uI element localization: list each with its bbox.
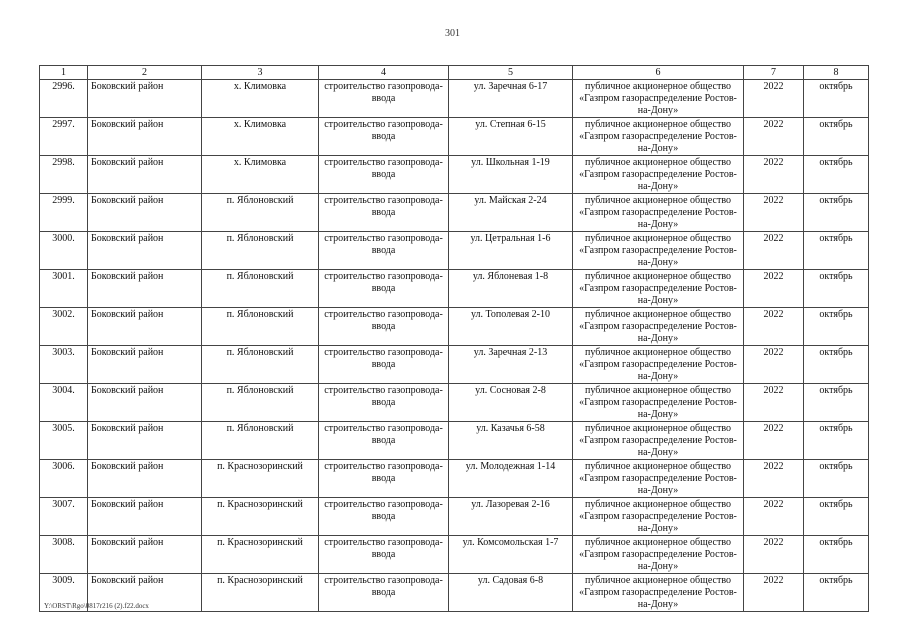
organization-cell: публичное акционерное общество «Газпром газораспределение Ростов-на-Дону»: [573, 574, 744, 612]
work-type-cell: строительство газопровода-ввода: [319, 346, 449, 384]
address-cell: ул. Сосновая 2-8: [449, 384, 573, 422]
row-number-cell: 3001.: [40, 270, 88, 308]
work-type-cell: строительство газопровода-ввода: [319, 156, 449, 194]
month-cell: октябрь: [804, 460, 869, 498]
table-row: [40, 574, 869, 612]
locality-cell: х. Климовка: [202, 80, 319, 118]
page-number: 301: [445, 28, 460, 39]
year-cell: 2022: [744, 346, 804, 384]
row-number-cell: 3009.: [40, 574, 88, 612]
year-cell: 2022: [744, 118, 804, 156]
year-cell: 2022: [744, 574, 804, 612]
column-header: 8: [804, 66, 869, 80]
organization-cell: публичное акционерное общество «Газпром газораспределение Ростов-на-Дону»: [573, 384, 744, 422]
locality-cell: х. Климовка: [202, 118, 319, 156]
table-row: [40, 118, 869, 156]
organization-cell: публичное акционерное общество «Газпром газораспределение Ростов-на-Дону»: [573, 194, 744, 232]
address-cell: ул. Заречная 2-13: [449, 346, 573, 384]
row-number-cell: 2997.: [40, 118, 88, 156]
month-cell: октябрь: [804, 346, 869, 384]
table-row: [40, 536, 869, 574]
month-cell: октябрь: [804, 308, 869, 346]
month-cell: октябрь: [804, 156, 869, 194]
organization-cell: публичное акционерное общество «Газпром газораспределение Ростов-на-Дону»: [573, 232, 744, 270]
column-header: 3: [202, 66, 319, 80]
table-row: [40, 156, 869, 194]
locality-cell: п. Яблоновский: [202, 232, 319, 270]
year-cell: 2022: [744, 384, 804, 422]
address-cell: ул. Яблоневая 1-8: [449, 270, 573, 308]
month-cell: октябрь: [804, 422, 869, 460]
district-cell: Боковский район: [88, 422, 202, 460]
month-cell: октябрь: [804, 80, 869, 118]
footer-file-path: Y:\ORST\Rgo\0817r216 (2).f22.docx: [44, 602, 149, 610]
month-cell: октябрь: [804, 384, 869, 422]
address-cell: ул. Казачья 6-58: [449, 422, 573, 460]
year-cell: 2022: [744, 308, 804, 346]
organization-cell: публичное акционерное общество «Газпром газораспределение Ростов-на-Дону»: [573, 80, 744, 118]
organization-cell: публичное акционерное общество «Газпром газораспределение Ростов-на-Дону»: [573, 118, 744, 156]
row-number-cell: 3003.: [40, 346, 88, 384]
address-cell: ул. Заречная 6-17: [449, 80, 573, 118]
locality-cell: х. Климовка: [202, 156, 319, 194]
organization-cell: публичное акционерное общество «Газпром газораспределение Ростов-на-Дону»: [573, 422, 744, 460]
column-header: 2: [88, 66, 202, 80]
locality-cell: п. Яблоновский: [202, 384, 319, 422]
address-cell: ул. Майская 2-24: [449, 194, 573, 232]
locality-cell: п. Краснозоринский: [202, 460, 319, 498]
work-type-cell: строительство газопровода-ввода: [319, 232, 449, 270]
table-row: [40, 346, 869, 384]
column-header: 4: [319, 66, 449, 80]
year-cell: 2022: [744, 156, 804, 194]
work-type-cell: строительство газопровода-ввода: [319, 270, 449, 308]
table-row: [40, 232, 869, 270]
work-type-cell: строительство газопровода-ввода: [319, 194, 449, 232]
table-row: [40, 308, 869, 346]
work-type-cell: строительство газопровода-ввода: [319, 118, 449, 156]
table-row: [40, 498, 869, 536]
year-cell: 2022: [744, 460, 804, 498]
district-cell: Боковский район: [88, 384, 202, 422]
address-cell: ул. Тополевая 2-10: [449, 308, 573, 346]
table-header-row: [40, 66, 869, 80]
organization-cell: публичное акционерное общество «Газпром газораспределение Ростов-на-Дону»: [573, 156, 744, 194]
organization-cell: публичное акционерное общество «Газпром газораспределение Ростов-на-Дону»: [573, 270, 744, 308]
year-cell: 2022: [744, 498, 804, 536]
year-cell: 2022: [744, 536, 804, 574]
locality-cell: п. Краснозоринский: [202, 536, 319, 574]
district-cell: Боковский район: [88, 194, 202, 232]
locality-cell: п. Яблоновский: [202, 194, 319, 232]
locality-cell: п. Яблоновский: [202, 422, 319, 460]
work-type-cell: строительство газопровода-ввода: [319, 574, 449, 612]
column-header: 5: [449, 66, 573, 80]
table-row: [40, 422, 869, 460]
district-cell: Боковский район: [88, 498, 202, 536]
year-cell: 2022: [744, 80, 804, 118]
month-cell: октябрь: [804, 536, 869, 574]
locality-cell: п. Краснозоринский: [202, 498, 319, 536]
district-cell: Боковский район: [88, 80, 202, 118]
locality-cell: п. Яблоновский: [202, 270, 319, 308]
year-cell: 2022: [744, 270, 804, 308]
table-body: [40, 80, 869, 612]
district-cell: Боковский район: [88, 118, 202, 156]
district-cell: Боковский район: [88, 536, 202, 574]
register-table: [39, 65, 869, 612]
month-cell: октябрь: [804, 498, 869, 536]
row-number-cell: 3008.: [40, 536, 88, 574]
district-cell: Боковский район: [88, 232, 202, 270]
row-number-cell: 3000.: [40, 232, 88, 270]
address-cell: ул. Цетральная 1-6: [449, 232, 573, 270]
column-header: 1: [40, 66, 88, 80]
table-row: [40, 270, 869, 308]
month-cell: октябрь: [804, 118, 869, 156]
row-number-cell: 3007.: [40, 498, 88, 536]
address-cell: ул. Степная 6-15: [449, 118, 573, 156]
year-cell: 2022: [744, 422, 804, 460]
table-row: [40, 384, 869, 422]
locality-cell: п. Краснозоринский: [202, 574, 319, 612]
work-type-cell: строительство газопровода-ввода: [319, 536, 449, 574]
work-type-cell: строительство газопровода-ввода: [319, 384, 449, 422]
table-row: [40, 80, 869, 118]
district-cell: Боковский район: [88, 308, 202, 346]
address-cell: ул. Молодежная 1-14: [449, 460, 573, 498]
locality-cell: п. Яблоновский: [202, 346, 319, 384]
work-type-cell: строительство газопровода-ввода: [319, 308, 449, 346]
organization-cell: публичное акционерное общество «Газпром газораспределение Ростов-на-Дону»: [573, 308, 744, 346]
district-cell: Боковский район: [88, 574, 202, 612]
table-row: [40, 194, 869, 232]
district-cell: Боковский район: [88, 460, 202, 498]
district-cell: Боковский район: [88, 156, 202, 194]
organization-cell: публичное акционерное общество «Газпром газораспределение Ростов-на-Дону»: [573, 346, 744, 384]
row-number-cell: 2998.: [40, 156, 88, 194]
address-cell: ул. Садовая 6-8: [449, 574, 573, 612]
locality-cell: п. Яблоновский: [202, 308, 319, 346]
work-type-cell: строительство газопровода-ввода: [319, 498, 449, 536]
year-cell: 2022: [744, 232, 804, 270]
row-number-cell: 2999.: [40, 194, 88, 232]
month-cell: октябрь: [804, 574, 869, 612]
organization-cell: публичное акционерное общество «Газпром газораспределение Ростов-на-Дону»: [573, 536, 744, 574]
organization-cell: публичное акционерное общество «Газпром газораспределение Ростов-на-Дону»: [573, 498, 744, 536]
row-number-cell: 3005.: [40, 422, 88, 460]
row-number-cell: 3004.: [40, 384, 88, 422]
year-cell: 2022: [744, 194, 804, 232]
table-row: [40, 460, 869, 498]
row-number-cell: 2996.: [40, 80, 88, 118]
column-header: 7: [744, 66, 804, 80]
district-cell: Боковский район: [88, 346, 202, 384]
month-cell: октябрь: [804, 232, 869, 270]
address-cell: ул. Комсомольская 1-7: [449, 536, 573, 574]
month-cell: октябрь: [804, 270, 869, 308]
work-type-cell: строительство газопровода-ввода: [319, 460, 449, 498]
organization-cell: публичное акционерное общество «Газпром газораспределение Ростов-на-Дону»: [573, 460, 744, 498]
address-cell: ул. Школьная 1-19: [449, 156, 573, 194]
district-cell: Боковский район: [88, 270, 202, 308]
row-number-cell: 3006.: [40, 460, 88, 498]
work-type-cell: строительство газопровода-ввода: [319, 422, 449, 460]
column-header: 6: [573, 66, 744, 80]
address-cell: ул. Лазоревая 2-16: [449, 498, 573, 536]
month-cell: октябрь: [804, 194, 869, 232]
work-type-cell: строительство газопровода-ввода: [319, 80, 449, 118]
row-number-cell: 3002.: [40, 308, 88, 346]
